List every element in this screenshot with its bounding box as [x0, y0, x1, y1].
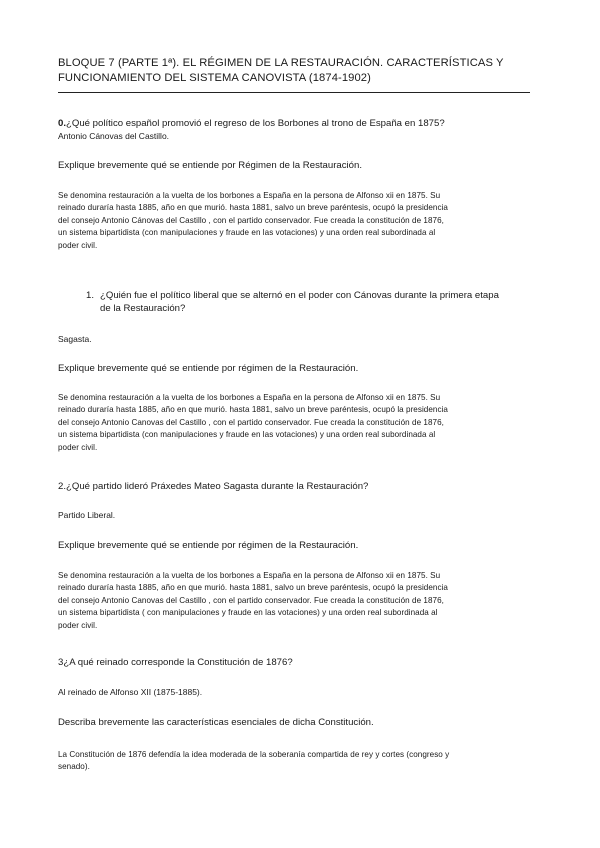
- paragraph-line: del consejo Antonio Canovas del Castillo , con el partido conservador. Fue creada la constitución de 1876,: [58, 595, 444, 605]
- section-3-paragraph: [58, 749, 548, 774]
- section-1-question: [58, 289, 548, 315]
- paragraph-line: un sistema bipartidista (con manipulaciones y fraude en las votaciones) y una orden real subordinada al: [58, 228, 436, 238]
- document-header: [58, 56, 548, 93]
- paragraph-line: reinado duraría hasta 1885, año en que murió. hasta 1881, salvo un breve paréntesis, ocupó la presidencia: [58, 405, 448, 415]
- paragraph-line: poder civil.: [58, 240, 98, 250]
- title-line-1: BLOQUE 7 (PARTE 1ª). EL RÉGIMEN DE LA RESTAURACIÓN. CARACTERÍSTICAS Y: [58, 57, 504, 69]
- title-line-2: FUNCIONAMIENTO DEL SISTEMA CANOVISTA (1874-1902): [58, 72, 371, 84]
- section-1-answer: Sagasta.: [58, 334, 92, 344]
- paragraph-line: del consejo Antonio Canovas del Castillo , con el partido conservador. Fue creada la constitución de 1876,: [58, 417, 444, 427]
- paragraph-line: Se denomina restauración a la vuelta de los borbones a España en la persona de Alfonso xii en 1875. Su: [58, 571, 441, 580]
- section-3-answer: Al reinado de Alfonso XII (1875-1885).: [58, 687, 203, 697]
- section-2-paragraph: [58, 570, 548, 632]
- paragraph-line: Se denomina restauración a la vuelta de los borbones a España en la persona de Alfonso xii en 1875. Su: [58, 191, 441, 200]
- paragraph-line: del consejo Antonio Cánovas del Castillo , con el partido conservador. Fue creada la constitución de 1876,: [58, 215, 444, 225]
- title-underline: [58, 92, 530, 93]
- section-0-answer: Antonio Cánovas del Castillo.: [58, 131, 170, 141]
- section-3-question: 3¿A qué reinado corresponde la Constitución de 1876?: [58, 657, 293, 668]
- paragraph-line: Se denomina restauración a la vuelta de los borbones a España en la persona de Alfonso xii en 1875. Su: [58, 393, 441, 402]
- section-1-paragraph: [58, 392, 548, 454]
- paragraph-line: reinado duraría hasta 1885, año en que murió. hasta 1881, salvo un breve paréntesis, ocupó la presidencia: [58, 203, 448, 213]
- section-0-paragraph: [58, 190, 548, 252]
- list-number: 1.: [85, 290, 94, 301]
- paragraph-line: un sistema bipartidista ( con manipulaciones y fraude en las votaciones) y una orden real subordinada al: [58, 608, 438, 618]
- question-text: ¿Quién fue el político liberal que se alternó en el poder con Cánovas durante la primera etapa: [100, 290, 499, 301]
- section-2-answer: Partido Liberal.: [58, 510, 116, 520]
- paragraph-line: reinado duraría hasta 1885, año en que murió. hasta 1881, salvo un breve paréntesis, ocupó la presidencia: [58, 583, 448, 593]
- section-3-prompt: Describa brevemente las características esenciales de dicha Constitución.: [58, 717, 374, 728]
- section-2-prompt: Explique brevemente qué se entiende por régimen de la Restauración.: [58, 540, 359, 551]
- section-2-question: 2.¿Qué partido lideró Práxedes Mateo Sagasta durante la Restauración?: [58, 481, 369, 492]
- paragraph-line: senado).: [58, 762, 90, 772]
- section-0-question: [58, 117, 548, 130]
- paragraph-line: poder civil.: [58, 620, 98, 630]
- question-number: 0.: [58, 118, 67, 129]
- question-text: ¿Qué político español promovió el regreso de los Borbones al trono de España en 1875?: [66, 118, 445, 129]
- question-text: de la Restauración?: [100, 303, 186, 314]
- paragraph-line: poder civil.: [58, 442, 98, 452]
- section-1-prompt: Explique brevemente qué se entiende por régimen de la Restauración.: [58, 363, 359, 374]
- paragraph-line: La Constitución de 1876 defendía la idea moderada de la soberanía compartida de rey y cortes (congreso y: [58, 750, 450, 759]
- section-0-prompt: Explique brevemente qué se entiende por Régimen de la Restauración.: [58, 160, 362, 171]
- paragraph-line: un sistema bipartidista (con manipulaciones y fraude en las votaciones) y una orden real subordinada al: [58, 430, 436, 440]
